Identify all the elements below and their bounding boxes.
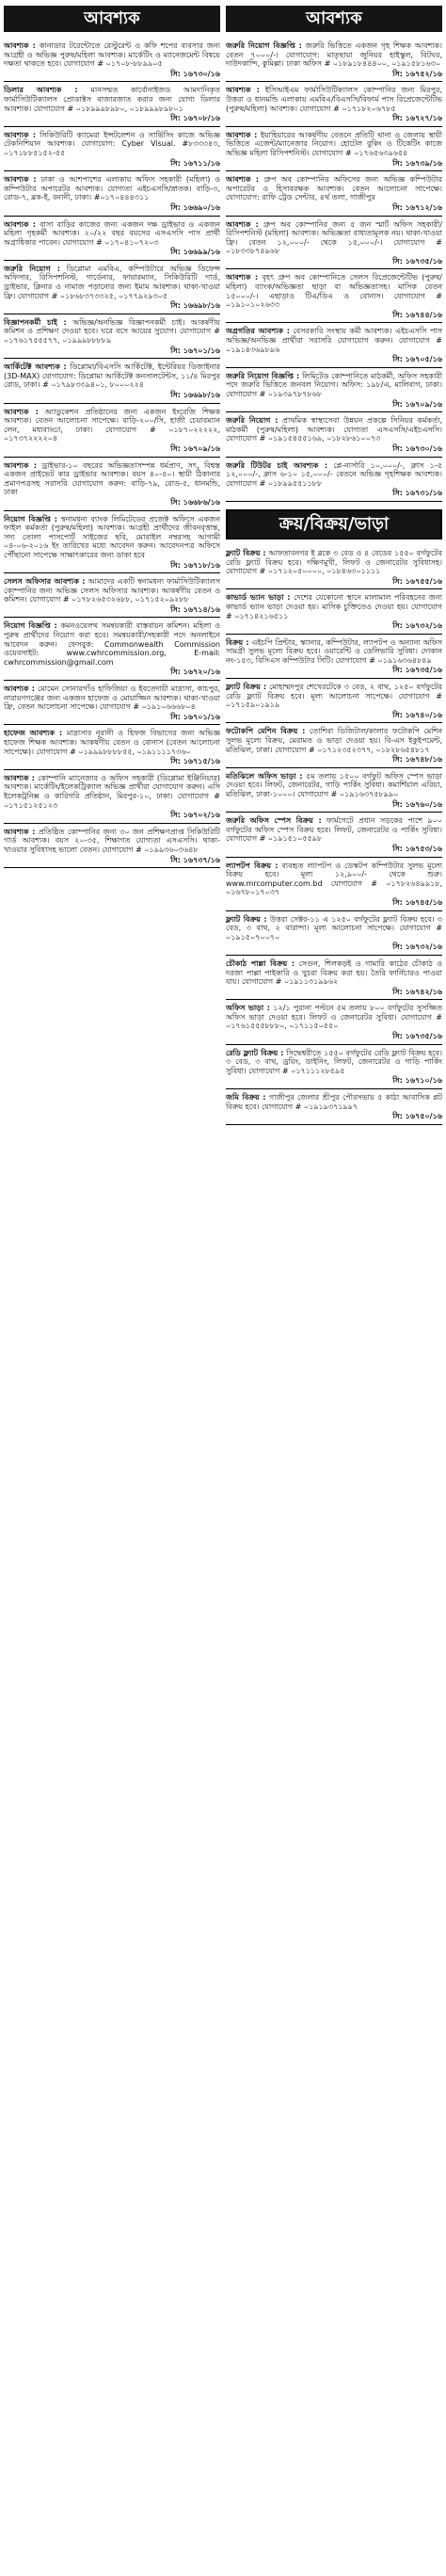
classified-ad — [4, 38, 220, 82]
ad-body: কানাডার টরেন্টোতে রেস্টুরেন্ট ও কফি শপের ব্যবসার জন্য আগ্রহী ও অভিজ্ঞ পুরুষ/মহিলা আবশ্যক। মার্কেটিং ও ম্যানেজমেন্ট বিষয়ে দক্ষতা থাকতে হবে। যোগাযোগ # ০১৭০৮-৮৮৯৯০৫ — [4, 41, 221, 69]
ad-body: মোহাম্মদপুর শেখেরটেকে ৩ বেড, ২ বাথ, ১২৫০ বর্গফুটের রেডি ফ্ল্যাট বিক্রয় হবে। মূল্য আলোচনা সাপেক্ষে। যোগাযোগ # ০১৭১৫৯০১৯১৯ — [226, 683, 442, 710]
ad-code: সি: ১৬৭১৫/১৬ — [170, 757, 220, 766]
classified-ad — [226, 589, 442, 634]
ad-code: সি: ১৬৭৫০/১৬ — [392, 1112, 442, 1121]
classified-ad — [226, 82, 442, 126]
ad-headline: আবশ্যক : — [4, 41, 36, 50]
ad-headline: ল্যাপটপ বিক্রয় : — [226, 861, 279, 870]
ad-body: সেগুন, শিলকড়ই ও গামারি কাঠের চৌকাঠ ও দরজা পাল্লা পাইকারি ও খুচরা বিক্রয় করা হয়। তৈরি ফার্নিচারও পাওয়া যায়। যোগাযোগ # ০১৯১১৩১৯৯৬২ — [226, 958, 443, 987]
ad-headline: চৌকাঠ পাল্লা বিক্রয় : — [226, 958, 295, 968]
ad-code: সি: ১৬৭৫৫/১৬ — [392, 576, 442, 586]
ad-body: গাজীপুর জেলার শ্রীপুর পৌরসভায় ৫ কাঠা আবাসিক প্লট বিক্রয় হবে। যোগাযোগ # ০১৯১৯৩৭১৯৯৭ — [226, 1093, 442, 1111]
classified-ad — [226, 171, 442, 216]
ad-code: সি: ১৬৬৮৬/১৬ — [170, 497, 220, 507]
ad-code: সি: ১৬৭৫২/১৬ — [392, 69, 442, 78]
ad-code: সি: ১৬৭৩২/১৬ — [392, 942, 442, 952]
ad-code: সি: ১৬৭৫৩/১৬ — [392, 844, 442, 853]
classified-ad — [4, 217, 220, 261]
ad-headline: আর্কিটেক্ট আবশ্যক : — [4, 362, 67, 372]
ad-code: সি: ১৬৭০২/১৬ — [170, 811, 220, 820]
ad-body: প্রাথমিক স্বাস্থ্যসেবা উন্নয়ন প্রকল্পে সিনিয়র কর্মকর্তা, মাঠকর্মী (পুরুষ/মহিলা) আবশ্যক। যোগ্যতা এসএসসি/এইচএসসি। যোগাযোগ # ০১৯১৫৪৫৫১৬৯, ০১৮২৮৬১০০৭৩ — [226, 416, 442, 443]
ad-headline: ফ্ল্যাট বিক্রয় : — [226, 914, 267, 924]
ad-code: সি: ১৬৬৯৮/১৬ — [170, 301, 220, 311]
ad-list-buy-sell-rent — [226, 545, 442, 1125]
ad-code: সি: ১৬৭১২/১৬ — [392, 202, 442, 212]
classified-ad — [4, 511, 220, 574]
ad-list-wanted-right — [226, 38, 442, 502]
classified-ad — [226, 1089, 442, 1125]
ad-headline: আবশ্যক : — [4, 130, 37, 139]
ad-headline: মতিঝিলে অফিস ভাড়া : — [226, 771, 303, 781]
classified-ad — [226, 412, 442, 457]
classified-ad — [226, 127, 442, 171]
ad-headline: বিজ্ঞাপনকর্মী চাই : — [4, 317, 67, 327]
ad-headline: রেডি ফ্ল্যাট বিক্রয় : — [226, 1048, 284, 1057]
ad-headline: আবশ্যক : — [4, 684, 35, 694]
ad-code: সি: ১৬৭০৯/১৬ — [392, 399, 442, 409]
ad-body: বৃহৎ গ্রুপ অব কোম্পানিতে সেলস রিপ্রেজেন্টেটিভ (পুরুষ/মহিলা) ব্যাংক/অভিজ্ঞতা ছাড়া বা অভিজ্ঞতাসহ। মাসিক বেতন ১৫০০০/-। এছাড়াও টিএ/ডিএ ও বোনাস। যোগাযোগ # ০১৯১০১০২৬৩৩ — [226, 273, 442, 310]
ad-body: মানসম্মত কার্বোনাইজড আমদানিকৃত ফার্মাসিউটিক্যালস প্রোডাক্টস বাজারজাত করার জন্য যোগ্য ডিলার আবশ্যক। যোগাযোগ # ০১৮৯৯৯৮৯৮০, ০১৮৯৯৯৮৯৮০১ — [4, 86, 220, 113]
ad-body: মোমেন সোনারগাঁও হাফিজিয়া ও ইবতেদায়ী মাদ্রাসা, কাচপুর, নারায়ণগঞ্জের জন্য একজন হাফেজ ও মোয়াজ্জিন আবশ্যক। থাকা-খাওয়া ফ্রি, বেতন আলোচনা সাপেক্ষে। যোগাযোগ # ০১৯১০৬৬৬৮০৪ — [4, 684, 220, 712]
ad-headline: ডিলার আবশ্যক : — [4, 86, 78, 95]
classified-ad — [4, 261, 220, 314]
ad-code: সি: ১৬৭৪৫/১৬ — [392, 897, 442, 907]
classified-ad — [226, 723, 442, 767]
classified-ad — [226, 217, 442, 270]
ad-headline: জরুরি নিয়োগ : — [4, 264, 60, 273]
ad-code: সি: ১৬৭৪৪/১৬ — [392, 310, 442, 319]
ad-body: সিদ্ধেশ্বরীতে ১৫৫০ বর্গফুটের রেডি ফ্ল্যাট বিক্রয় হবে। ৩ বেড, ৩ বাথ, ড্রয়িং, ডাইনিং, লিফট, জেনারেটর ও গাড়ি পার্কিং সুবিধা। যোগাযোগ # ০১৭১১১২৮৫৯৫ — [226, 1048, 442, 1075]
ad-code: সি: ১৬৭৩০/১৬ — [170, 69, 220, 78]
classified-ad — [226, 911, 442, 956]
classified-ad — [226, 323, 442, 367]
ad-body: গ্রুপ অব কোম্পানির অফিসের জন্য অভিজ্ঞ কম্পিউটার অপারেটর ও হিসাবরক্ষক আবশ্যক। বেতন আলোচনা সাপেক্ষে। যোগাযোগ: রাফি ট্রেড সেন্টার, ৪র্থ তলা, গাজীপুর — [226, 175, 443, 202]
ad-headline: ফটোকপি মেশিন বিক্রয় : — [226, 727, 306, 736]
ad-headline: জরুরি নিয়োগ বিজ্ঞপ্তি : — [226, 41, 302, 50]
ad-body: গ্রুপ অব কোম্পানির জন্য ৫ জন স্মার্ট অফিস সহকারী/রিসিপশনিস্ট (মহিলা) আবশ্যক। অভিজ্ঞতা বাধ্যতামূলক নয়। থাকা-খাওয়া ফ্রি। বেতন ১২,০০০/- থেকে ১৫,০০০/-। যোগাযোগ # ০১৮৩৩৮৭৪৯৬৮ — [226, 219, 443, 256]
ad-body: অ্যাডুকেশন প্রতিষ্ঠানের জন্য একজন ইংরেজি শিক্ষক আবশ্যক। বেতন আলোচনা সাপেক্ষে। বাড়ি-২০০/সি, হাজী চেয়ারম্যান লেন, মধ্যবাড্ডা, ঢাকা। যোগাযোগ # ০১৮৭০২২২২২, ০১৭৩৭২২২২০৪ — [4, 407, 221, 443]
ad-code: সি: ১৬৭৩৫/১৬ — [392, 1032, 442, 1041]
section-header-buy-sell-rent: ক্রয়/বিক্রয়/ভাড়া — [226, 509, 442, 539]
ad-body: বেসরকারি সংস্থায় কর্মী আবশ্যক। এইচএসসি পাস অভিজ্ঞ/অনভিজ্ঞ প্রার্থীরা সরাসরি যোগাযোগ করুন। যোগাযোগ # ০১৯১৪৩৬৯৮৯৬ — [226, 327, 443, 354]
section-header-wanted-right: আবশ্যক — [226, 6, 442, 32]
classified-ad — [226, 635, 442, 679]
ad-body: ফার্মগেটে প্রধান সড়কের পাশে ৯০০ বর্গফুটের অফিস স্পেস বিক্রয় হবে। লিফট, জেনারেটর ও পার্কিং সুবিধা। যোগাযোগ # ০১৯১৫১০৫৫৯৮ — [226, 816, 442, 844]
ad-body: কমনওয়েলথ সমন্বয়কারী বাস্তবায়ন কমিশন। মহিলা ও পুরুষ প্রার্থীদের নিয়োগ করা হবে। সমন্বয়কারী/সহকারী পদে অনলাইনে আবেদন করুন। ফেসবুক: Commonwealth Commission ওয়েবসাইট: www.cwhrcommission.org, E-mail: cwhrcommission@gmail.com — [4, 621, 220, 667]
ad-body: প্লে-নার্সারি ১০,০০০/-, ক্লাস ১-৫ ১২,০০০/-, ক্লাস ৬-১০ ১৫,০০০/- বেতনে অভিজ্ঞ গৃহশিক্ষক আবশ্যক। যোগাযোগ # ০১৮৯৯৫৫১১৮৮ — [226, 460, 443, 488]
ad-headline: আবশ্যক : — [226, 273, 259, 282]
classified-ad — [4, 171, 220, 216]
right-column — [226, 6, 442, 2570]
ad-code: সি: ১৬৭৪২/১৬ — [392, 987, 442, 996]
ad-body: ডিপ্লোমা এমবিএ, কম্পিউটারে অভিজ্ঞ ডিফেন্স অফিসার, রিসিপশনিস্ট, গার্ডেনার, ফায়ারম্যান, সিকিউরিটি গার্ড, ড্রাইভার, ক্লিনার ও নামাজ পড়ানোর জন্য ইমাম আবশ্যক। থাকা-খাওয়া ফ্রি। যোগাযোগ # ০১৮৬৮৩৭৩৩২৫, ০১৭৭৯২৯৩০৫ — [4, 264, 220, 300]
ad-code: সি: ১৬৭১৮/১৬ — [170, 560, 220, 570]
ad-body: ৫ম তলায় ১৫০০ বর্গফুট অফিস স্পেস ভাড়া দেওয়া হবে। লিফট, জেনারেটর, গাড়ি পার্কিং সুবিধা। কমার্শিয়াল এরিয়া, মতিঝিল, ঢাকা-১০০০। যোগাযোগ # ০১৯১৬৩৭৫৮৯৯০ — [226, 771, 442, 798]
ad-code: সি: ১৬৭০৮/১৬ — [170, 114, 220, 123]
ad-code: সি: ১৬৭৩২/১৬ — [392, 621, 442, 631]
classified-ad — [226, 269, 442, 323]
classified-ad — [4, 681, 220, 725]
ad-body: ডিপ্লোমা/বিএসসি আর্কিটেক্ট, ইন্টেরিয়র ডিজাইনার (3D-MAX) যোগাযোগ: ডিপ্লোমা আর্কিটেক্ট কনসালটেন্টস, ১১/৪ মিরপুর রোড, ঢাকা। # ০১৭৯৮৩৩৯৪০১, ৮০০০২২৪ — [4, 362, 220, 390]
classified-ad — [4, 824, 220, 868]
ad-code: সি: ১৬৭০১/১৬ — [170, 712, 220, 721]
ad-headline: অফিস ভাড়া : — [226, 1004, 270, 1013]
ad-body: দেশের যেকোনো স্থানে মালামাল পরিবহনের জন্য কাভার্ড ভ্যান ভাড়া দেওয়া হয়। মাসিক চুক্তিতেও দেওয়া হয়। যোগাযোগ # ০১৭১৪২১৬৫১১ — [226, 593, 442, 620]
ad-headline: আবশ্যক : — [4, 827, 36, 836]
ad-headline: সেলস অফিসার আবশ্যক : — [4, 577, 86, 587]
ad-headline: আবশ্যক : — [4, 175, 37, 185]
ad-list-wanted-left — [4, 38, 220, 868]
ad-body: প্রতিষ্ঠিত কোম্পানির জন্য ৩০ জন প্রশিক্ষণপ্রাপ্ত সিকিউরিটি গার্ড আবশ্যক। বয়স ২০-৩৫, শিক্ষাগত যোগ্যতা এসএসসি। থাকা-খাওয়ার সুবিধাসহ ভালো বেতন। যোগাযোগ # ০১৯৯৩৬০৩৬৪৮ — [4, 827, 220, 854]
ad-code: সি: ১৬৭১৪/১৬ — [170, 604, 220, 614]
ad-code: সি: ১৬৭২৭/১৬ — [392, 114, 442, 123]
ad-headline: আবশ্যক : — [4, 407, 39, 416]
ad-code: সি: ১৬৭৪৮/১৬ — [392, 755, 442, 765]
ad-body: তোশিবা ডিজিটাল/কালার ফটোকপি মেশিন সুলভ মূল্যে বিক্রয়, মেরামত ও ভাড়া দেওয়া হয়। বি-এস ইকুইপমেন্ট, মতিঝিল, ঢাকা। যোগাযোগ # ০১৭১২৩৫২৩৭৭, ০১৮২৮৬৫৪৮১৭ — [226, 727, 442, 754]
ad-body: ১২/১ পুরানা পল্টনে ৫ম তলায় ৮০০ বর্গফুটের সুসজ্জিত অফিস ভাড়া দেওয়া হবে। লিফট ও জেনারেটর সুবিধা। যোগাযোগ # ০১৭৬১৫৫৫৮৮৮০, ০১৭১১৫০৫৫০ — [226, 1004, 442, 1031]
ad-code: সি: ১৬৭৩৯/১৬ — [392, 158, 442, 168]
ad-headline: নিয়োগ বিজ্ঞপ্তি : — [4, 514, 57, 523]
ad-code: সি: ১৬৭০৯/১৬ — [170, 443, 220, 453]
ad-headline: বিক্রয় : — [226, 637, 249, 647]
ad-body: উত্তরা সেক্টর-১১ এ ১২৫০ বর্গফুটের ফ্ল্যাট বিক্রয় হবে। ৩ বেড, ৩ বাথ, ২ বারান্দা। মূল্য আলোচনা সাপেক্ষে। যোগাযোগ # ০১৯১৫০৭০০৭০ — [226, 914, 442, 942]
ad-body: ড্রাইভার-১০ বছরের অভিজ্ঞতাসম্পন্ন ধর্মপ্রাণ, সৎ, বিশ্বস্ত একজন প্রাইভেট কার ড্রাইভার আবশ্যক। বয়স ৪০-৫০। স্থায়ী ঠিকানার প্রমাণপত্রসহ সরাসরি যোগাযোগ করুন: বাড়ি-৭৯, রোড-৫, ধানমন্ডি, ঢাকা — [4, 460, 221, 497]
left-column — [4, 6, 220, 2570]
ad-headline: আবশ্যক : — [226, 86, 260, 95]
ad-code: সি: ১৬৬৯৮/১৬ — [170, 391, 220, 399]
ad-body: কোম্পানি ম্যানেজার ও অফিস সহকারী (ডিপ্লোমা ইঞ্জিনিয়ার) আবশ্যক। মার্কেটিং/ইলেকট্রিক্যাল অভিজ্ঞ প্রার্থীরা যোগাযোগ করুন। এসি ইলেকট্রনিক্স ও কারিগরি প্রতিষ্ঠান, মিরপুর-১০, ঢাকা। যোগাযোগ # ০১৭১৫১২৫১২৩ — [4, 773, 221, 810]
classified-ad — [226, 38, 442, 82]
classified-ad — [4, 127, 220, 171]
ad-code: সি: ১৬৭৪০/১৬ — [392, 710, 442, 719]
ad-headline: জরুরি টিউটর চাই আবশ্যক : — [226, 460, 328, 470]
ad-body: এইচপি প্রিন্টার, স্ক্যানার, কম্পিউটার, ল্যাপটপ ও অন্যান্য অফিস সামগ্রী সুলভ মূল্যে বিক্রয় হবে। ওয়ারেন্টি ও ডেলিভারি সুবিধা। দোকান নং-১৫৩, বিসিএস কম্পিউটার সিটি। যোগাযোগ # ০১৯১৬৩৬৪৮৪৯ — [226, 637, 442, 665]
classified-ad — [226, 458, 442, 502]
ad-body: ইয়াহিয়ারের আকর্ষণীয় বেতনে প্রতিটি থানা ও জেলায় স্থায়ী ভিত্তিতে এজেন্ট/ম্যানেজার নিয়োগ। হোটেল বুকিং ও টিকেটিং কাজে অভিজ্ঞ মহিলা রিসিপশনিস্ট। যোগাযোগ # ০১৭৬৫৬৩৯৬৫৪ — [226, 130, 443, 157]
classified-ad — [4, 314, 220, 359]
ad-headline: জমি বিক্রয় : — [226, 1093, 266, 1103]
ad-headline: হাফেজ আবশ্যক : — [4, 729, 63, 738]
ad-code: সি: ১৬৭৩৭/১৬ — [170, 855, 220, 864]
classified-ad — [226, 858, 442, 911]
ad-body: আমাদের একটি স্বনামধন্য ফার্মাসিউটিক্যালস কোম্পানির জন্য অভিজ্ঞ সেলস অফিসার আবশ্যক। আকর্ষণীয় বেতন ও কমিশন। যোগাযোগ # ০১৭৮২৬৫৩২৬৮৮, ০১৭১৫২০৯২৮৮ — [4, 577, 220, 604]
classified-ad — [226, 679, 442, 723]
classified-ad — [4, 458, 220, 511]
ad-headline: ফ্ল্যাট বিক্রয় : — [226, 548, 266, 557]
ad-body: ঢাকা ও আশপাশের এলাকায় অফিস সহকারী (মহিলা) ও কম্পিউটার অপারেটর আবশ্যক। যোগ্যতা এইচএসসি/স্নাতক। বাড়ি-৩, রোড-৭, ব্লক-ই, বনানী, ঢাকা। #০১৭০৪৪৪৩১১ — [4, 175, 221, 202]
classified-ad — [4, 359, 220, 403]
classified-ad — [4, 573, 220, 618]
ad-body: ব্যবহৃত ল্যাপটপ ও ডেস্কটপ কম্পিউটার সুলভ মূল্যে বিক্রয় হবে। মূল্য ১২,৯০০/- থেকে শুরু। www.mrcomputer.com.bd যোগাযোগ # ০১৭৮২৬৪৯৯১৮, ০১৬৭৮০১৭০৩৭ — [226, 861, 442, 897]
ad-code: সি: ১৬৭০১/১৬ — [170, 346, 220, 355]
ad-headline: আবশ্যক : — [4, 219, 36, 229]
ad-headline: আবশ্যক : — [4, 773, 36, 782]
ad-headline: জরুরি অফিস স্পেস বিক্রয় : — [226, 816, 322, 826]
classified-ad — [226, 956, 442, 1000]
ad-code: সি: ১৬৬৯০/১৬ — [170, 202, 220, 212]
classified-ad — [4, 82, 220, 126]
ad-body: অভিজ্ঞ/অনভিজ্ঞ বিজ্ঞাপনকর্মী চাই। আকর্ষণীয় কমিশন ও প্রশিক্ষণ দেওয়া হবে। ঘরে বসে আয়ের সুযোগ। যোগাযোগ # ০১৭৬১৭৫৫৫৭৭, ০১৯৯৯৮৮৮৮৯ — [4, 317, 221, 346]
ad-headline: কাভার্ড ভ্যান ভাড়া : — [226, 593, 291, 603]
ad-code: সি: ১৬৭১১/১৬ — [170, 158, 220, 168]
classified-ad — [226, 1045, 442, 1089]
ad-body: সিকিউরিটি ক্যামেরা ইন্সটলেশন ও সার্ভিসিং কাজে অভিজ্ঞ টেকনিশিয়ান আবশ্যক। যোগাযোগ: Cyber Visual. #৮৩৩৩৪৩, ০১৭১৮৮৫১৫২-৫৫ — [4, 130, 220, 157]
ad-headline: আবশ্যক : — [226, 130, 258, 139]
ad-headline: অগ্রগতির আবশ্যক : — [226, 327, 290, 336]
classified-ad — [4, 725, 220, 769]
classified-ad — [4, 404, 220, 458]
classified-ad — [4, 770, 220, 824]
ad-headline: নিয়োগ বিজ্ঞপ্তি : — [4, 621, 57, 631]
ad-headline: ফ্ল্যাট বিক্রয় : — [226, 683, 267, 692]
ad-code: সি: ১৬৭১০/১৬ — [392, 1076, 442, 1086]
ad-code: সি: ১৬৭৩১/১৬ — [392, 489, 442, 498]
ad-code: সি: ১৬৬৯৯/১৬ — [170, 248, 220, 257]
ad-headline: জরুরি নিয়োগ বিজ্ঞপ্তি : — [226, 371, 300, 380]
ad-body: স্বনামধন্য ব্যাংক লিমিটেডের প্রজেক্ট অফিসে একজন ফাইল কর্মকর্তা (পুরুষ/মহিলা) আবশ্যক। আগ্রহী প্রার্থীদের জীবনবৃত্তান্ত, সদ্য তোলা পাসপোর্ট সাইজের ছবি, মোবাইল নম্বরসহ আগামী ০৪-০৬-২০১৬ ইং তারিখের মধ্যে আবেদন করুন। আবেদনপত্র অফিসে পৌঁছানো সাপেক্ষে সাক্ষাৎকারের জন্য ডাকা হবে — [4, 514, 220, 559]
ad-code: সি: ১৬৭৩০/১৬ — [392, 443, 442, 453]
classified-ad — [226, 813, 442, 857]
ad-code: সি: ১৬৭৩৫/১৬ — [392, 666, 442, 675]
ad-body: জরুরি ভিত্তিতে একজন গৃহ শিক্ষক আবশ্যক। বেতন ৭০০০/-। যোগাযোগ: মাতৃছায়া জুনিয়র হাইস্কুল, বিটঘর, দাউদকান্দি, কুমিল্লা। ঢাকা অফিস # ০১৮৯১৮৪৪৪০০, ০১৯১৫৮১৬৩০ — [226, 41, 443, 69]
ad-body: আফতাবনগর ই ব্লকে ৩ বেড ও ৪ বেডের ১৫৫০ বর্গফুটের রেডি ফ্ল্যাট বিক্রয় হবে। দক্ষিণমুখী, লিফট ও জেনারেটর সুবিধাসহ। যোগাযোগ # ০১৭১২০৫০০০০, ০১৮৪৬৩০১১১১ — [226, 548, 442, 576]
ad-code: সি: ১৬৭০৫/১৬ — [392, 355, 442, 364]
classified-ad — [226, 1000, 442, 1044]
ad-body: লিমিটেড কোম্পানিতে মাঠকর্মী, অফিস সহকারী পদে জরুরি ভিত্তিতে জনবল নিয়োগ। অফিস: ১৯৮/এ, মালিবাগ, ঢাকা। যোগাযোগ # ০১৯৩৯৭৮৭৮৬৮ — [226, 371, 442, 398]
classified-ad — [226, 545, 442, 589]
ad-headline: জরুরি নিয়োগ : — [226, 416, 279, 426]
ad-code: সি: ১৬৭৩৫/১৬ — [392, 256, 442, 266]
ad-headline: আবশ্যক : — [226, 175, 260, 185]
ad-headline: আবশ্যক : — [4, 460, 38, 470]
classified-ad — [226, 368, 442, 412]
ad-body: বাসা বাড়ির কাজের জন্য একজন দক্ষ ড্রাইভার ও একজন মহিলা গৃহকর্মী আবশ্যক। ২০/২২ বছর বয়সের এসএসসি পাস প্রার্থী অগ্রাধিকার পাবেন। যোগাযোগ # ০১৭০৪১০৭২০৩ — [4, 219, 221, 247]
ad-headline: আবশ্যক : — [226, 219, 259, 229]
ad-code: সি: ১৬৭২০/১৬ — [170, 668, 220, 677]
section-header-wanted-left: আবশ্যক — [4, 6, 220, 32]
ad-body: ইসিআইএম ফার্মাসিউটিক্যালস কোম্পানির জন্য মিরপুর, উত্তরা ও ধানমন্ডি এলাকায় এমবিএ/বিএসসি/বিফার্ম পাস রিপ্রেজেন্টেটিভ (পুরুষ/মহিলা) আবশ্যক। যোগাযোগ # ০১৭১৮২০৬৭৮৫ — [226, 86, 442, 113]
classified-ad — [226, 768, 442, 813]
classified-ad — [4, 618, 220, 681]
ad-body: মাদ্রাসার নূরানী ও হিফজ বিভাগের জন্য অভিজ্ঞ হাফেজ শিক্ষক আবশ্যক। আকর্ষণীয় বেতন ও বোনাস (বেতন আলোচনা সাপেক্ষে)। যোগাযোগ # ০১৯৯৯৮৮৮৮৫৫, ০১৯১১১১৭৩৬০ — [4, 729, 220, 756]
ad-code: সি: ১৬৭৬০/১৬ — [392, 799, 442, 809]
